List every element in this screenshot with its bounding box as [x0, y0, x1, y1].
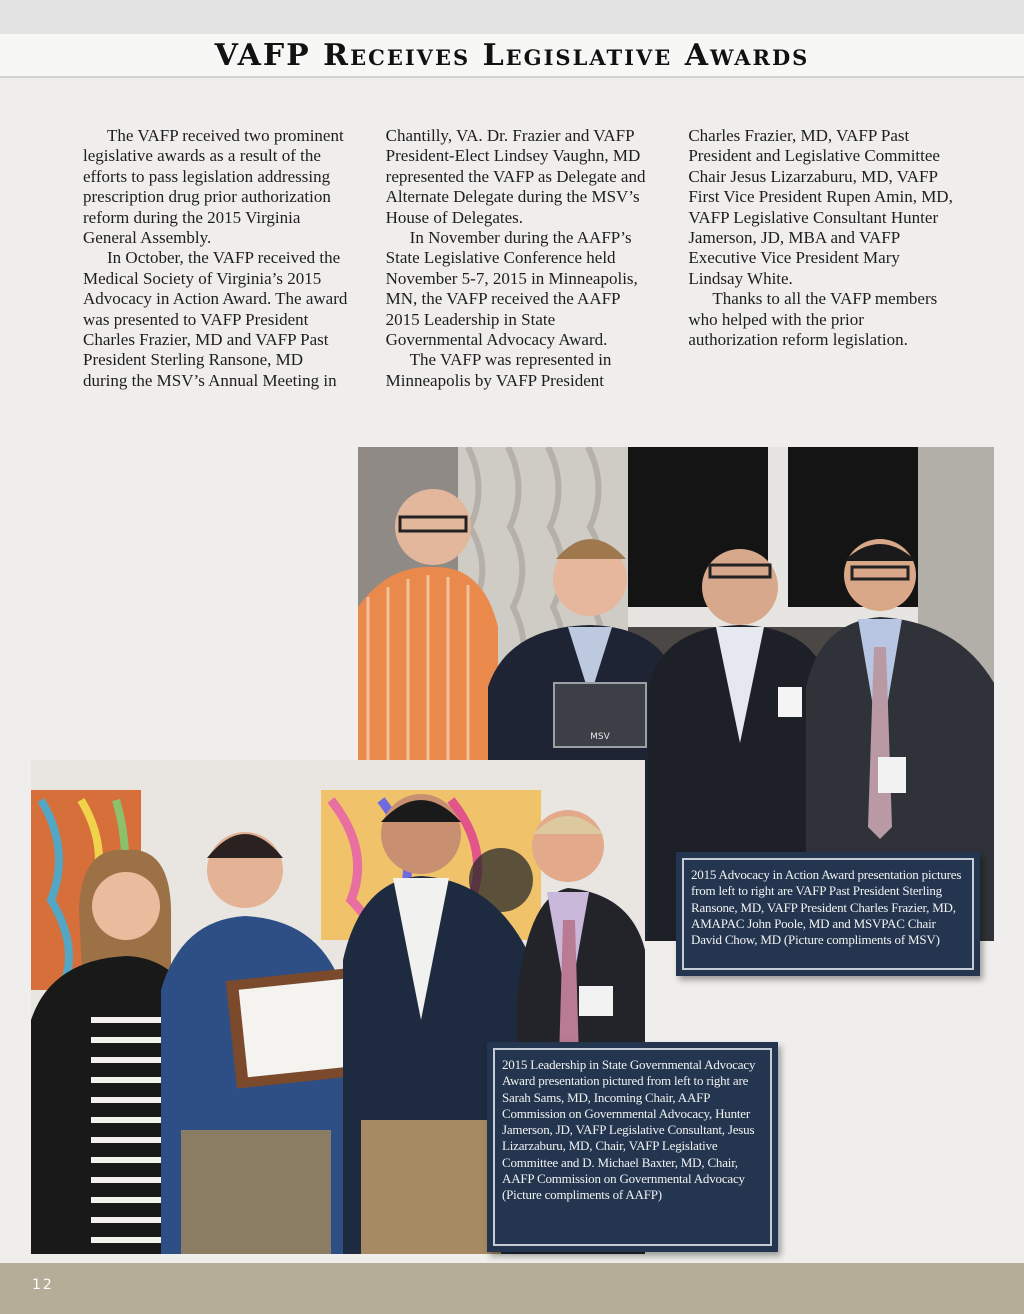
title-bar [0, 34, 1024, 78]
article-body [83, 126, 953, 406]
plaque-text: MSV [590, 732, 610, 742]
photo-caption-advocacy [676, 852, 980, 976]
caption-text: 2015 Leadership in State Governmental Advocacy Award presentation pictured from left to right are Sarah Sams, MD, Incoming Chair, AAFP Commission on Governmental Advocacy, Hunter Jamerson, JD, VAFP Legislative Consultant, Jesus Lizarzaburu, MD, Chair, VAFP Legislative Committee and D. Michael Baxter, MD, Chair, AAFP Commission on Governmental Advocacy (Picture compliments of AAFP) [502, 1057, 756, 1203]
caption-frame [682, 858, 974, 970]
top-band [0, 0, 1024, 34]
article-paragraph: In October, the VAFP received the Medical Society of Virginia’s 2015 Advocacy in Action Award. The award was presented to VAFP President Charles Frazier, MD and VAFP Past President Sterling Ransone, MD during the MSV’s Annual Meeting in Chantilly, VA. Dr. Frazier and VAFP President-Elect Lindsey Vaughn, MD represented the VAFP as Delegate and Alternate Delegate during the MSV’s House of Delegates. [83, 126, 646, 390]
caption-text: 2015 Advocacy in Action Award presentation pictures from left to right are VAFP Past President Sterling Ransone, MD, VAFP President Charles Frazier, MD, AMAPAC John Poole, MD and MSVPAC Chair David Chow, MD (Picture compliments of MSV) [691, 867, 962, 948]
page-title: VAFP Receives Legislative Awards [214, 37, 810, 73]
caption-frame [493, 1048, 772, 1246]
article-paragraph: Thanks to all the VAFP members who helped with the prior authorization reform legislation. [688, 289, 938, 350]
article-paragraph: The VAFP was represented in Minneapolis by VAFP President Charles Frazier, MD, VAFP Past President and Legislative Committee Chair Jesus Lizarzaburu, MD, VAFP First Vice President Rupen Amin, MD, VAFP Legislative Consultant Hunter Jamerson, JD, MBA and VAFP Executive Vice President Mary Lindsay White. [385, 126, 953, 390]
page-number: 12 [32, 1277, 54, 1293]
article-paragraph: The VAFP received two prominent legislative awards as a result of the efforts to pass legislation addressing prescription drug prior authorization reform during the 2015 Virginia General Assembly. [83, 126, 344, 248]
article-paragraph: In November during the AAFP’s State Legislative Conference held November 5-7, 2015 in Minneapolis, MN, the VAFP received the AAFP 2015 Leadership in State Governmental Advocacy Award. [385, 228, 638, 350]
photo-caption-leadership [487, 1042, 778, 1252]
page-footer [0, 1263, 1024, 1314]
